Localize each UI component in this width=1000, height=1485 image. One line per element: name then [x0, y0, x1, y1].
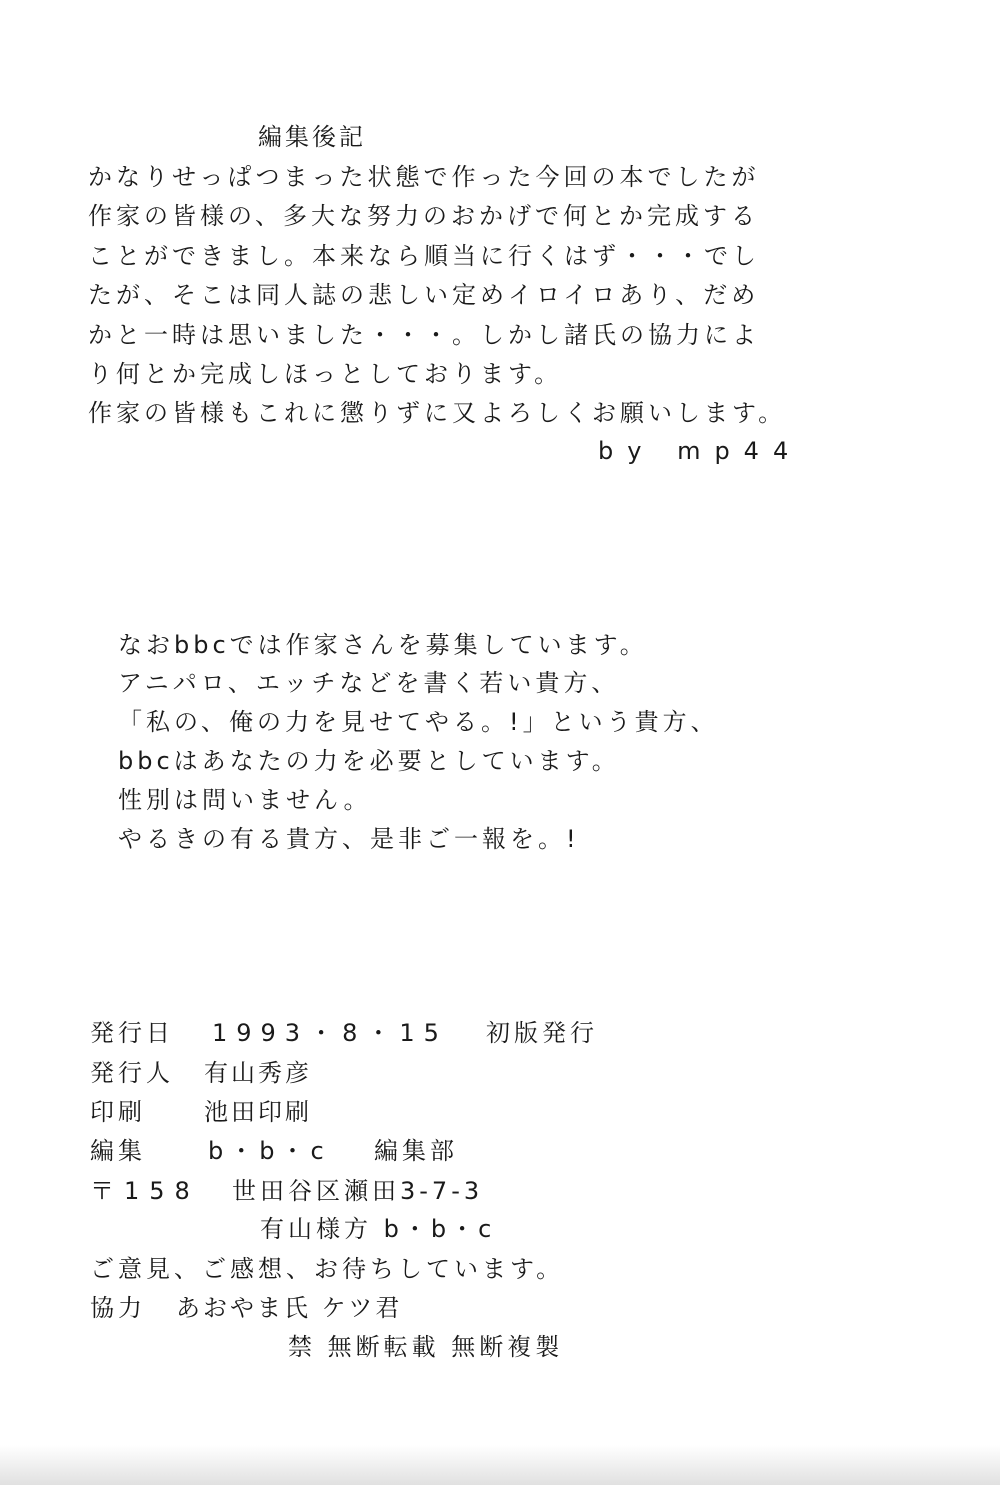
address-care-of: 有山様方 b・b・c [260, 1215, 496, 1243]
page-bottom-edge [0, 1445, 1000, 1485]
colophon-address-row [90, 1176, 570, 1206]
postal-code: 〒158 [90, 1177, 200, 1205]
issue-date-value: 1993・8・15 [212, 1019, 448, 1047]
recruitment-line-6: やるきの有る貴方、是非ご一報を。! [118, 825, 580, 853]
editor-value: b・b・c [208, 1137, 330, 1165]
recruitment-line-2: アニパロ、エッチなどを書く若い貴方、 [118, 669, 620, 697]
recruitment-line-5: 性別は問いません。 [118, 786, 372, 814]
publisher-label: 発行人 [90, 1059, 174, 1087]
issue-date-note: 初版発行 [486, 1019, 598, 1047]
afterword-line-3: ことができまし。本来なら順当に行くはず・・・でし [88, 242, 760, 270]
issue-date-label: 発行日 [90, 1019, 174, 1047]
afterword-line-7: 作家の皆様もこれに懲りずに又よろしくお願いします。 [88, 399, 787, 427]
prohibition-notice: 禁 無断転載 無断複製 [288, 1333, 564, 1361]
afterword-line-4: たが、そこは同人誌の悲しい定めイロイロあり、だめ [88, 281, 760, 309]
colophon-care-of-row [260, 1214, 560, 1244]
afterword-line-2: 作家の皆様の、多大な努力のおかげで何とか完成する [88, 202, 760, 230]
colophon-cooperation-row [90, 1293, 490, 1323]
afterword-title: 編集後記 [258, 123, 366, 151]
afterword-line-5: かと一時は思いました・・・。しかし諸氏の協力によ [88, 321, 760, 349]
colophon-prohibition-row [288, 1332, 628, 1362]
recruitment-line-4: bbcはあなたの力を必要としています。 [118, 747, 620, 775]
printer-label: 印刷 [90, 1098, 146, 1126]
colophon-printer-row [90, 1097, 490, 1127]
publisher-value: 有山秀彦 [204, 1059, 312, 1087]
colophon-publisher-row [90, 1058, 490, 1088]
recruitment-line-3: 「私の、俺の力を見せてやる。!」という貴方、 [118, 708, 719, 736]
printer-value: 池田印刷 [204, 1098, 312, 1126]
colophon-feedback-row [90, 1254, 590, 1284]
feedback-text: ご意見、ご感想、お待ちしています。 [90, 1255, 565, 1283]
recruitment-line-1: なおbbcでは作家さんを募集しています。 [118, 631, 648, 659]
colophon-issue-date-row [90, 1018, 650, 1048]
cooperation-label: 協力 [90, 1294, 146, 1322]
afterword-line-6: り何とか完成しほっとしております。 [88, 360, 563, 388]
afterword-line-1: かなりせっぱつまった状態で作った今回の本でしたが [88, 163, 760, 191]
colophon-editor-row [90, 1136, 570, 1166]
afterword-signature: by mp44 [598, 437, 803, 465]
editor-note: 編集部 [374, 1137, 458, 1165]
editor-label: 編集 [90, 1137, 146, 1165]
cooperation-value: あおやま氏 ケツ君 [176, 1294, 403, 1322]
address: 世田谷区瀬田3-7-3 [232, 1177, 484, 1205]
